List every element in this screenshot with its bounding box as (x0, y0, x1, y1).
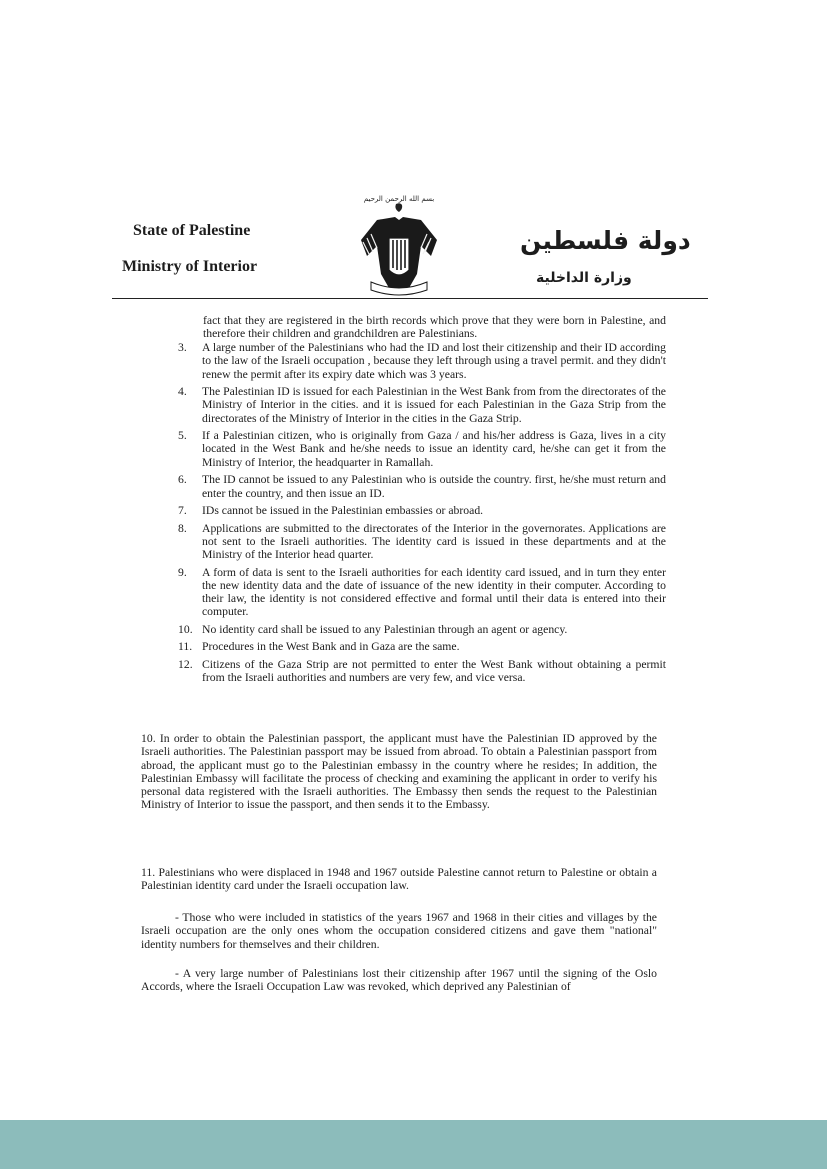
state-of-palestine-arabic: دولة فلسطين (520, 226, 691, 255)
list-item-number: 5. (178, 429, 187, 443)
list-item (174, 429, 666, 469)
list-item (174, 473, 666, 500)
ministry-of-interior-title: Ministry of Interior (122, 258, 258, 275)
list-item-text: Applications are submitted to the directorates of the Interior in the governorates. Applications are not sent to the Israeli authorities. The identity card is issued in these departments and at the Ministry of the Interior head quarter. (202, 521, 666, 562)
list-item-text: The Palestinian ID is issued for each Palestinian in the West Bank from from the directorates of the Ministry of Interior in the cities. and it is issued for each Palestinian in the Gaza Strip from the directorates of the Ministry of Interior in the cities in the Gaza Strip. (202, 385, 666, 425)
list-item-text: A form of data is sent to the Israeli authorities for each identity card issued, and in turn they enter the new identity data and the date of issuance of the new identity in their computer. According to their law, the identity is not considered effective and formal until their data is entered into their computer. (202, 565, 666, 619)
numbered-list (174, 341, 666, 689)
list-item (174, 522, 666, 562)
paragraph-statistics: - Those who were included in statistics of the years 1967 and 1968 in their cities and villages by the Israeli occupation are the only ones whom the occupation considered citizens and gave them "national" identity numbers for themselves and their children. (141, 911, 657, 951)
list-item-number: 3. (178, 341, 187, 354)
list-item-text: Citizens of the Gaza Strip are not permitted to enter the West Bank without obtaining a permit from the Israeli authorities and numbers are very few, and vice versa. (202, 657, 666, 685)
paragraph-passport: 10. In order to obtain the Palestinian passport, the applicant must have the Palestinian ID approved by the Israeli authorities. The Palestinian passport may be issued from abroad. To obtain a Palestinian passport from abroad, the applicant must go to the Palestinian embassy in the country where he resides; In addition, the Palestinian Embassy will facilitate the process of checking and examining the applicant in order to verify his personal data registered with the Israeli authorities. The Embassy then sends the request to the Palestinian Ministry of Interior to issue the passport, and then sends it to the Embassy. (141, 732, 657, 812)
list-item (174, 623, 666, 636)
list-item-number: 9. (178, 565, 187, 579)
list-item-text: If a Palestinian citizen, who is originally from Gaza / and his/her address is Gaza, lives in a city located in the West Bank and he/she needs to issue an identity card, he/she can get it from the Ministry of Interior, the headquarter in Ramallah. (202, 429, 666, 469)
list-item-text: Procedures in the West Bank and in Gaza are the same. (202, 640, 460, 654)
paragraph-citizenship-loss: - A very large number of Palestinians lost their citizenship after 1967 until the signing of the Oslo Accords, where the Israeli Occupation Law was revoked, which deprived any Palestinian of (141, 967, 657, 994)
list-item-number: 11. (178, 640, 193, 654)
list-item-text: The ID cannot be issued to any Palestinian who is outside the country. first, he/she must return and enter the country, and then issue an ID. (202, 473, 666, 500)
ministry-of-interior-arabic: وزارة الداخلية (536, 270, 632, 286)
list-item (174, 341, 666, 381)
list-item (174, 504, 666, 517)
list-item-number: 4. (178, 385, 187, 399)
list-item-number: 12. (178, 657, 193, 671)
list-item (174, 658, 666, 685)
footer-band (0, 1120, 827, 1169)
list-item-text: No identity card shall be issued to any Palestinian through an agent or agency. (202, 622, 568, 636)
list-item (174, 385, 666, 425)
list-item-text: IDs cannot be issued in the Palestinian embassies or abroad. (202, 504, 484, 518)
list-item-number: 7. (178, 504, 187, 518)
list-item-number: 10. (178, 622, 193, 636)
palestine-eagle-emblem (355, 190, 443, 298)
list-item (174, 566, 666, 619)
intro-fragment: fact that they are registered in the birth records which prove that they were born in Palestine, and therefore their children and grandchildren are Palestinians. (203, 314, 666, 341)
state-of-palestine-title: State of Palestine (133, 222, 251, 239)
paragraph-displaced: 11. Palestinians who were displaced in 1948 and 1967 outside Palestine cannot return to Palestine or obtain a Palestinian identity card under the Israeli occupation law. (141, 866, 657, 893)
list-item (174, 640, 666, 653)
list-item-number: 6. (178, 473, 187, 487)
list-item-number: 8. (178, 521, 187, 535)
basmala-text: بسم الله الرحمن الرحيم (363, 195, 435, 203)
header-divider (112, 298, 708, 299)
list-item-text: A large number of the Palestinians who had the ID and lost their citizenship and their ID according to the law of the Israeli occupation , because they left through using a travel permit. and they didn't renew the permit after its expiry date which was 3 years. (202, 341, 666, 381)
